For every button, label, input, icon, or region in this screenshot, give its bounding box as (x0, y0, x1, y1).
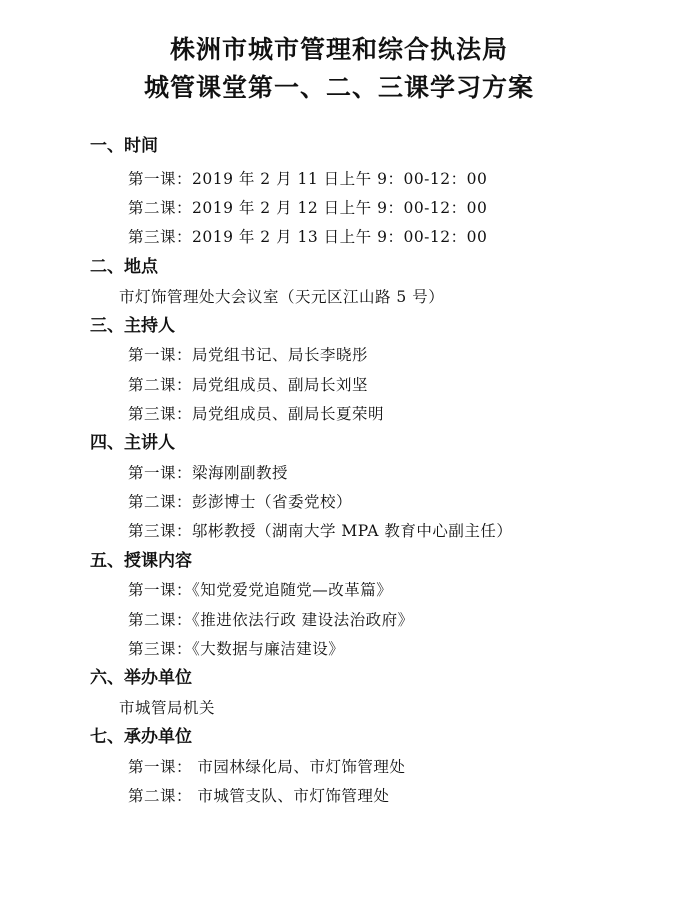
section-heading-co-organizer: 七、承办单位 (90, 727, 192, 747)
content-item-lesson-2: 第二课：《推进依法行政 建设法治政府》 (128, 611, 414, 629)
location-item: 市灯饰管理处大会议室（天元区江山路 5 号） (119, 288, 445, 306)
content-item-lesson-1: 第一课：《知党爱党追随党—改革篇》 (128, 581, 393, 599)
section-heading-time: 一、时间 (90, 136, 158, 156)
section-heading-content: 五、授课内容 (90, 551, 192, 571)
content-item-lesson-3: 第三课：《大数据与廉洁建设》 (128, 640, 345, 658)
section-heading-location: 二、地点 (90, 257, 158, 277)
time-item-lesson-3: 第三课：2019 年 2 月 13 日上午 9：00-12：00 (128, 228, 488, 246)
section-heading-host: 三、主持人 (90, 316, 175, 336)
host-item-lesson-2: 第二课：局党组成员、副局长刘坚 (128, 376, 369, 394)
speaker-item-lesson-2: 第二课：彭澎博士（省委党校） (128, 493, 353, 511)
time-item-lesson-1: 第一课：2019 年 2 月 11 日上午 9：00-12：00 (128, 170, 488, 188)
section-heading-speaker: 四、主讲人 (90, 433, 175, 453)
host-item-lesson-1: 第一课：局党组书记、局长李晓彤 (128, 346, 369, 364)
speaker-item-lesson-3: 第三课：邬彬教授（湖南大学 MPA 教育中心副主任） (128, 522, 513, 540)
co-organizer-item-lesson-1: 第一课： 市园林绿化局、市灯饰管理处 (128, 758, 406, 776)
speaker-item-lesson-1: 第一课：梁海刚副教授 (128, 464, 289, 482)
document-title-plan: 城管课堂第一、二、三课学习方案 (143, 73, 534, 102)
co-organizer-item-lesson-2: 第二课： 市城管支队、市灯饰管理处 (128, 787, 390, 805)
time-item-lesson-2: 第二课：2019 年 2 月 12 日上午 9：00-12：00 (128, 199, 488, 217)
section-heading-organizer: 六、举办单位 (90, 668, 192, 688)
organizer-item: 市城管局机关 (119, 699, 216, 717)
document-title-agency: 株洲市城市管理和综合执法局 (169, 35, 508, 64)
host-item-lesson-3: 第三课：局党组成员、副局长夏荣明 (128, 405, 385, 423)
